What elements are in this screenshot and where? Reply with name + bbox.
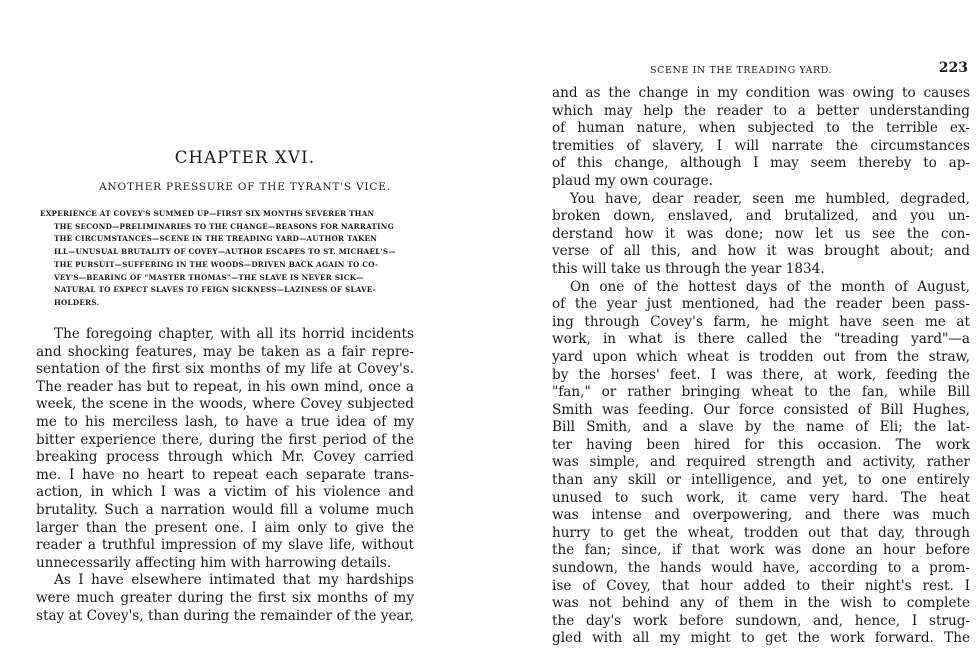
page-number: 223 — [938, 60, 968, 76]
text-line: You have, dear reader, seen me humbled, degraded, — [570, 190, 970, 207]
text-line: breaking process through which Mr. Covey carried — [36, 449, 414, 466]
text-line: this will take us through the year 1834. — [552, 260, 825, 277]
text-line: bitter experience there, during the first period of the — [36, 431, 414, 448]
chapter-synopsis — [40, 208, 425, 310]
text-line: hurry to get the wheat, trodden out that day, through — [552, 524, 970, 541]
chapter-title: CHAPTER XVI. — [174, 148, 316, 167]
text-line: of human nature, when subjected to the terrible ex- — [552, 120, 970, 137]
text-line: was simple, and required strength and activity, rather — [552, 454, 970, 471]
text-line: of the year just mentioned, had the reader been pass- — [552, 296, 970, 313]
text-line: The foregoing chapter, with all its horrid incidents — [54, 326, 414, 342]
text-line: derstand how it was done; now let us see the con- — [552, 225, 970, 242]
text-line: "fan," or rather bringing wheat to the fan, while Bill — [552, 384, 970, 401]
synopsis-line: NATURAL TO EXPECT SLAVES TO FEIGN SICKNESS—LAZINESS OF SLAVE- — [54, 285, 376, 295]
text-line: action, in which I was a victim of his violence and — [36, 484, 414, 501]
text-line: plaud my own courage. — [552, 172, 713, 189]
text-line: Smith was feeding. Our force consisted of Bill Hughes, — [552, 401, 970, 418]
text-line: stay at Covey's, than during the remainder of the year, — [36, 607, 414, 624]
text-line: than any skill or intelligence, and yet, to one entirely — [552, 472, 970, 489]
synopsis-line: VEY'S—BEARING OF "MASTER THOMAS"—THE SLAVE IS NEVER SICK— — [54, 272, 364, 282]
text-line: sentation of the first six months of my life at Covey's. — [36, 361, 414, 378]
text-line: The reader has but to repeat, in his own mind, once a — [36, 378, 414, 395]
text-line: larger than the present one. I aim only to give the — [36, 519, 414, 536]
text-line: ise of Covey, that hour added to their night's rest. I — [552, 577, 970, 594]
text-line: yard upon which wheat is trodden out from the straw, — [552, 348, 970, 365]
text-line: me to his merciless lash, to have a true idea of my — [36, 413, 414, 430]
synopsis-line: THE CIRCUMSTANCES—SCENE IN THE TREADING YARD—AUTHOR TAKEN — [54, 234, 378, 244]
text-line: sundown, the hands would have, according to a prom- — [552, 560, 970, 577]
running-head-title: SCENE IN THE TREADING YARD. — [650, 65, 833, 76]
text-line: which may help the reader to a better understanding — [552, 102, 970, 119]
text-line: As I have elsewhere intimated that my hardships — [54, 572, 414, 589]
left-body-text — [36, 326, 414, 625]
text-line: Bill Smith, and a slave by the name of Eli; the lat- — [552, 419, 970, 436]
text-line: unused to such work, it came very hard. The heat — [552, 489, 970, 506]
text-line: was intense and overpowering, and there was much — [552, 507, 970, 524]
text-line: On one of the hottest days of the month of August, — [570, 278, 970, 295]
text-line: ter having been hired for this occasion. The work — [552, 436, 970, 453]
text-line: by the horses' feet. I was there, at work, feeding the — [552, 366, 970, 383]
text-line: brutality. Such a narration would fill a volume much — [36, 501, 414, 518]
synopsis-line: THE SECOND—PRELIMINARIES TO THE CHANGE—REASONS FOR NARRATING — [54, 221, 394, 231]
synopsis-line: EXPERIENCE AT COVEY'S SUMMED UP—FIRST SIX MONTHS SEVERER THAN — [40, 209, 375, 218]
text-line: the fan; since, if that work was done an hour before — [552, 542, 970, 559]
text-line: ing through Covey's farm, he might have seen me at — [552, 313, 970, 330]
text-line: me. I have no heart to repeat each separate trans- — [36, 466, 414, 483]
synopsis-line: HOLDERS. — [54, 297, 100, 307]
right-body-text — [552, 85, 970, 648]
text-line: broken down, enslaved, and brutalized, and you un- — [552, 208, 970, 225]
text-line: work, in what is there called the "treading yard"—a — [552, 331, 970, 348]
synopsis-line: THE PURSUIT—SUFFERING IN THE WOODS—DRIVEN BACK AGAIN TO CO- — [54, 259, 379, 269]
text-line: of this change, although I may seem thereby to ap- — [552, 155, 970, 172]
text-line: reader a truthful impression of my slave life, without — [36, 537, 414, 554]
text-line: unnecessarily affecting him with harrowing details. — [36, 554, 392, 571]
text-line: the day's work before sundown, and, hence, I strug- — [552, 612, 970, 629]
text-line: verse of all this, and how it was brought about; and — [552, 243, 970, 260]
text-line: gled with all my might to get the work forward. The — [552, 630, 970, 647]
text-line: tremities of slavery, I will narrate the circumstances — [552, 137, 970, 154]
chapter-subtitle: ANOTHER PRESSURE OF THE TYRANT'S VICE. — [99, 181, 391, 193]
synopsis-line: ILL—UNUSUAL BRUTALITY OF COVEY—AUTHOR ESCAPES TO ST. MICHAEL'S— — [54, 247, 396, 257]
text-line: and as the change in my condition was owing to causes — [552, 85, 970, 101]
text-line: and shocking features, may be taken as a fair repre- — [36, 343, 414, 360]
text-line: week, the scene in the woods, where Covey subjected — [36, 396, 414, 413]
text-line: were much greater during the first six months of my — [36, 589, 414, 606]
right-page — [490, 0, 980, 668]
text-line: was not behind any of them in the wish to complete — [552, 595, 970, 612]
